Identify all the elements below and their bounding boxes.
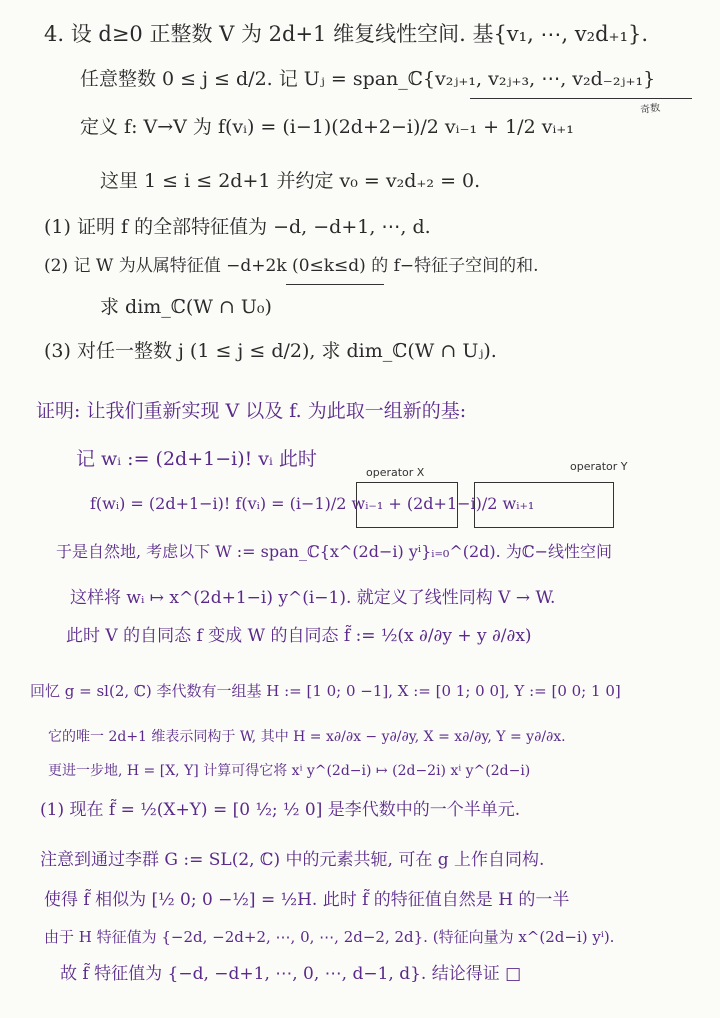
solution-line-1: 证明: 让我们重新实现 V 以及 f. 为此取一组新的基: xyxy=(36,400,467,422)
problem-part-2b: 求 dim_ℂ(W ∩ U₀) xyxy=(100,296,272,318)
problem-part-2: (2) 记 W 为从属特征值 −d+2k (0≤k≤d) 的 f−特征子空间的和. xyxy=(44,256,539,276)
solution-line-6: 此时 V 的自同态 f 变成 W 的自同态 f̃ := ½(x ∂/∂y + y ∂/∂x) xyxy=(66,626,532,646)
solution-line-7: 回忆 g = sl(2, ℂ) 李代数有一组基 H := [1 0; 0 −1], X := [0 1; 0 0], Y := [0 0; 1 0] xyxy=(30,682,621,700)
solution-line-14: 故 f̃ 特征值为 {−d, −d+1, ⋯, 0, ⋯, d−1, d}. 结论得证 □ xyxy=(60,964,522,984)
solution-line-11: 注意到通过李群 G := SL(2, ℂ) 中的元素共轭, 可在 g 上作自同构. xyxy=(40,850,545,870)
solution-line-10: (1) 现在 f̃ = ½(X+Y) = [0 ½; ½ 0] 是李代数中的一个半单元. xyxy=(40,800,521,820)
problem-line-1: 4. 设 d≥0 正整数 V 为 2d+1 维复线性空间. 基{v₁, ⋯, v₂d₊₁}. xyxy=(44,22,649,46)
operator-y-label: operator Y xyxy=(570,460,628,473)
problem-part-1: (1) 证明 f 的全部特征值为 −d, −d+1, ⋯, d. xyxy=(44,216,431,238)
problem-part-3: (3) 对任一整数 j (1 ≤ j ≤ d/2), 求 dim_ℂ(W ∩ Uⱼ). xyxy=(44,340,497,362)
solution-line-13: 由于 H 特征值为 {−2d, −2d+2, ⋯, 0, ⋯, 2d−2, 2d}. (特征向量为 x^(2d−i) yⁱ). xyxy=(44,928,615,946)
problem-line-4: 这里 1 ≤ i ≤ 2d+1 并约定 v₀ = v₂d₊₂ = 0. xyxy=(100,170,481,192)
solution-line-2: 记 wᵢ := (2d+1−i)! vᵢ 此时 xyxy=(76,448,317,470)
operator-x-label: operator X xyxy=(366,466,425,479)
solution-line-4: 于是自然地, 考虑以下 W := span_ℂ{x^(2d−i) yⁱ}ᵢ₌₀^(2d). 为ℂ−线性空间 xyxy=(56,542,612,561)
problem-line-2: 任意整数 0 ≤ j ≤ d/2. 记 Uⱼ = span_ℂ{v₂ⱼ₊₁, v₂ⱼ₊₃, ⋯, v₂d₋₂ⱼ₊₁} xyxy=(80,68,656,90)
odd-note: 奇数 xyxy=(639,102,661,117)
solution-line-12: 使得 f̃ 相似为 [½ 0; 0 −½] = ½H. 此时 f̃ 的特征值自然是 H 的一半 xyxy=(44,890,570,910)
solution-line-8: 它的唯一 2d+1 维表示同构于 W, 其中 H = x∂/∂x − y∂/∂y, X = x∂/∂y, Y = y∂/∂x. xyxy=(48,729,566,745)
eigen-underline xyxy=(286,284,384,285)
solution-line-5: 这样将 wᵢ ↦ x^(2d+1−i) y^(i−1). 就定义了线性同构 V → W. xyxy=(70,588,556,608)
solution-line-9: 更进一步地, H = [X, Y] 计算可得它将 xⁱ y^(2d−i) ↦ (2d−2i) xⁱ y^(2d−i) xyxy=(48,763,531,779)
problem-line-3: 定义 f: V→V 为 f(vᵢ) = (i−1)(2d+2−i)/2 vᵢ₋₁ + 1/2 vᵢ₊₁ xyxy=(80,116,574,138)
solution-line-3: f(wᵢ) = (2d+1−i)! f(vᵢ) = (i−1)/2 wᵢ₋₁ + (2d+1−i)/2 wᵢ₊₁ xyxy=(90,494,535,513)
